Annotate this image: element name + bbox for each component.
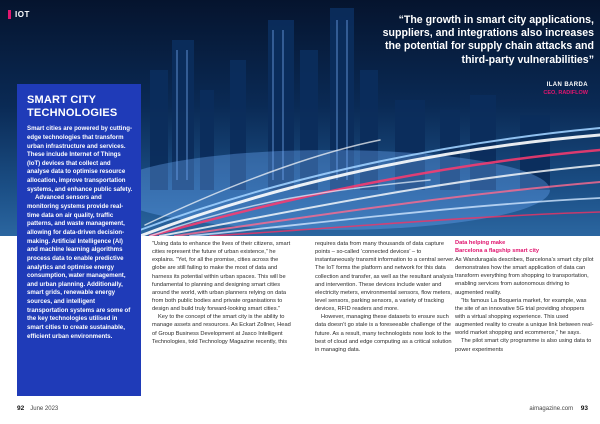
article-paragraph: As Wanduragala describes, Barcelona’s smart city pilot demonstrates how the smart application of data can transform everything from shopping to transportation, enabling services from autonomous driving to augmented reality. [455,256,594,296]
issue-date: June 2023 [30,406,59,412]
article-subhead: Data helping make [455,240,506,246]
section-tag [8,10,30,19]
article-subhead: Barcelona a flagship smart city [455,247,540,254]
quote-attribution-name: ILAN BARDA [546,82,588,88]
article-column-2 [315,240,455,354]
article-paragraph: However, managing these datasets to ensure such data doesn’t go stale is a foreseeable challenge of the future. As a result, many technologists now look to the best of cloud and edge computing as a critical solution in managing data. [315,314,452,353]
article-paragraph: Key to the concept of the smart city is the ability to manage assets and resources. As Eckart Zollner, Head of Group Business Development at Jasco Intelligent Technologies, told Technology Magazine recently, this [152,314,291,345]
article-column-3 [455,240,595,354]
footer-right [529,405,588,412]
page-number-right: 93 [580,405,588,412]
sidebar-box [17,84,141,396]
article-paragraph: “Its famous La Boqueria market, for example, was the site of an innovative 5G trial providing shoppers with a virtual shopping experience. This used augmented reality to create a unique link between real-world market shopping and ecommerce,” he says. [455,297,594,337]
article-paragraph: The pilot smart city programme is also using data to power experiments [455,338,592,353]
footer-left [17,405,58,412]
sidebar-title: SMART CITY TECHNOLOGIES [27,94,118,119]
article-column-1 [152,240,292,346]
section-label: IOT [15,10,30,19]
sidebar-paragraph: Smart cities are powered by cutting-edge technologies that transform urban infrastructure and services. These include Internet of Things (IoT) devices that collect and analyse data to optimise resource allocation, improve transportation systems, and enhance public safety. [27,125,133,193]
pull-quote: “The growth in smart city applications, suppliers, and integrations also increases the potential for supply chain attacks and third-party vulnerabilities” [382,14,594,66]
section-tag-bar [8,10,11,19]
quote-attribution-role: CEO, RADIFLOW [543,90,588,96]
article-paragraph: requires data from many thousands of data capture points – so-called ‘connected devices’ – to instantaneously transmit information to a central server. The IoT forms the platform and network for this data collection and transfer, as well as the resultant analysis and intervention. These devices include water and electricity meters, environmental sensors, flow meters, level sensors, parking sensors, a variety of tracking devices, RFID readers and more. [315,241,455,313]
page-number-left: 92 [17,405,25,412]
article-paragraph: “Using data to enhance the lives of their citizens, smart cities represent the future of urban existence,” he explains. “Yet, for all the promise, cities across the globe are still failing to make the most of data and harness its potential within urban spaces. This will be fundamental to planning and designing smart cities around the world, with urban planners relying on data from both public bodies and private organisations to design and build truly forward-looking smart cities.” [152,241,291,313]
sidebar-paragraph: Advanced sensors and monitoring systems provide real-time data on air quality, traffic patterns, and waste management, allowing for data-driven decision-making. Artificial Intelligence (AI) and machine learning algorithms process data to enable predictive analytics and optimise energy consumption, water management, and urban planning. Additionally, smart grids, renewable energy sources, and intelligent transportation systems are some of the key technologies utilised in smart cities to create sustainable, efficient urban environments. [27,194,131,340]
website: aimagazine.com [529,406,574,412]
